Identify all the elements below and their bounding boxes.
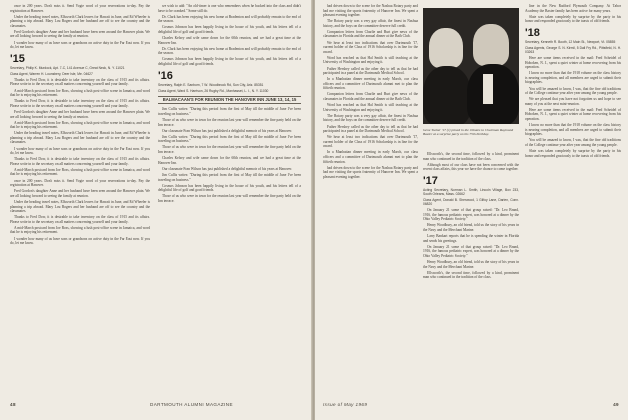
paragraph: I know no more than that the 1918 volume on the class history is nearing completion, and all members are urged to submit their biographies. <box>525 123 621 137</box>
paragraph: we wish to add: "An old-timer is one who remembers when he backed into the class and didn't have to be cranked." Some still do. <box>158 4 301 13</box>
paragraph: Slate was taken completely by surprise by the party in his honor and responded graciously to the toasts of old friends. <box>525 14 621 24</box>
paragraph: Father Hershey called us the other day to tell us that he had participated in a panel at the Dartmouth Medical School. <box>323 66 418 76</box>
paragraph: Thanks to Fred Dow, it is desirable to take inventory on the class of 1915 and its affairs. Please write in to the secretary on all matters concerning yourself and your family. <box>10 77 150 87</box>
paragraph: Father Hershey called us the other day to tell us that he had participated in a panel at the Dartmouth Medical School. <box>323 124 418 134</box>
paragraph: Word has reached us that Hal Smith is still teaching at the University of Washington and enjoying it. <box>323 55 418 65</box>
paragraph: Here are some items received in the mail: Fred Scheidel of Hoboken, N. J., spent a quiet winter at home recovering from his operation. <box>525 56 621 70</box>
person-left-face <box>429 28 463 68</box>
paragraph: once in 200 years. Don't miss it. Send Vogie word of your reservations to-day. Pay the registration at Hanover. <box>10 178 150 188</box>
paragraph: We hear at least two indications that over Dartmouth '17, current holder of the Class of 1916 Scholarship is in line for the award. <box>323 40 418 54</box>
paragraph: Jim Cullis writes: "During this period from the first of May till the middle of June I've been traveling on business." <box>158 134 301 144</box>
paragraph: I wonder how many of us have sons or grandsons on active duty in the Far East now. If you do, let me know. <box>10 40 150 50</box>
paragraph: Ellsworth's, the second time, followed by a kind, prominent man who continued in the tradition of the class. <box>423 270 519 280</box>
left-footer <box>10 402 302 412</box>
paragraph: A mid-March postcard from Joe Ross, showing a lush post-office scene in Jamaica, and word that he is enjoying his retirement. <box>10 225 150 235</box>
class-agent: Class Agents, George S. N. Kirmil, 5 Dall Fry Rd., Pittsfield, N. H. 03263 <box>525 45 621 54</box>
paragraph: Jim Cullis writes: "During this period from the first of May till the middle of June I've been traveling on business." <box>158 172 301 182</box>
person-left-suit <box>423 66 471 124</box>
right-column-1 <box>323 4 418 181</box>
paragraph: We hear at least two indications that over Dartmouth '17, current holder of the Class of 1916 Scholarship is in line for the award. <box>323 135 418 149</box>
class-agent: Class Agent, Warren H. Lounsbery, Deer Isle, Me. 04627 <box>10 71 93 76</box>
paragraph: A mid-March postcard from Joe Ross, showing a lush post-office scene in Jamaica, and word that he is enjoying his retirement. <box>10 120 150 130</box>
paragraph: Dr. Clark has been enjoying his new home at Bradenton and will probably remain to the end of the season. <box>158 14 301 24</box>
magazine-title: DARTMOUTH ALUMNI MAGAZINE <box>150 402 233 407</box>
paragraph: once in 200 years. Don't miss it. Send Vogie word of your reservations to-day. Pay the registration at Hanover. <box>10 4 150 13</box>
paragraph: We are pleased that you have not forgotten us and hope to see many of you at the next mini-reunion. <box>525 97 621 106</box>
class-secretary: Secretary, Ralph E. Sanborn, 7 W. Woodbrook Rd, Sun City, Ariz. 85351 <box>158 82 264 87</box>
issue-date: Issue of May 1969 <box>323 402 368 407</box>
paragraph: I wonder how many of us have sons or grandsons on active duty in the Far East now. If you do, let me know. <box>10 236 150 246</box>
paragraph: Under the heading travel notes, Ellsworth Clark leaves for Hawaii in June, and Ed Wheeler is planning a trip abroad. Mary Lou Rogers and her husband are off to see the country and the classmates. <box>10 131 150 145</box>
paragraph: Fred Gordon's daughter Anne and her husband have been seen around the Hanover plain. We are all looking forward to seeing the family at reunion. <box>10 189 150 198</box>
class-secretary: Acting Secretary, Norman L. Smith, Lincoln Village, Box 233, South Orleans, Mass. 02662 <box>423 187 519 196</box>
paragraph: Although most of our class have not been concerned with the recent class affairs, this year we have the chance to come together. <box>423 162 519 172</box>
paragraph: had driven down to the scene for the Nashua Rotary party and had me visiting the sports fraternity of Hanover Inn. We spent a pleasant evening together. <box>323 4 418 18</box>
class-year-heading: '18 <box>525 26 540 39</box>
class-year-heading: '17 <box>423 174 438 187</box>
photo-caption: Gene Tucker '17 (r) joined in the tributes to Chairman Raymond Baxter at a surprise party on his 75th birthday. <box>423 128 514 137</box>
right-column-2 <box>423 152 519 281</box>
paragraph: had driven down to the scene for the Nashua Rotary party and had me visiting the sports fraternity of Hanover Inn. We spent a pleasant evening together. <box>323 165 418 179</box>
paragraph: I wonder how many of us have sons or grandsons on active duty in the Far East now. If you do, let me know. <box>10 146 150 156</box>
paragraph: Here are some items received in the mail: Fred Scheidel of Hoboken, N. J., spent a quiet winter at home recovering from his operation. <box>525 107 621 121</box>
shirt-front <box>483 74 493 104</box>
paragraph: Companion letters from Charlie and Burt give news of the classmates in Florida and the annual dinner at the Bath Club. <box>323 92 418 101</box>
paragraph: In a Manhattan dinner meeting in early March, our class officers and a committee of Dartmouth alumni met to plan the fiftieth reunion. <box>323 77 418 91</box>
paragraph: Charles Kelsey and wife came down for the 60th reunion, and we had a great time at the Hanover Inn. <box>158 36 301 45</box>
paragraph: Word has reached us that Hal Smith is still teaching at the University of Washington and enjoying it. <box>323 103 418 112</box>
paragraph: Charles Kelsey and wife came down for the 60th reunion, and we had a great time at the Hanover Inn. <box>158 156 301 165</box>
paragraph: The Rotary party was a very gay affair, the finest in Nashua history, and the boys on the committee deserve full credit. <box>323 113 418 123</box>
left-column-1 <box>10 4 150 247</box>
paragraph: Henry Woodbury, an old friend, told us the story of his years in the Navy and the Merchant Marine. <box>423 260 519 269</box>
paragraph: Jim Cullis writes: "During this period from the first of May till the middle of June I've been traveling on business." <box>158 107 301 116</box>
paragraph: I know no more than that the 1918 volume on the class history is nearing completion, and all members are urged to submit their biographies. <box>525 71 621 85</box>
paragraph: Under the heading travel notes, Ellsworth Clark leaves for Hawaii in June, and Ed Wheeler is planning a trip abroad. Mary Lou Rogers and her husband are off to see the country and the classmates. <box>10 200 150 214</box>
paragraph: Those of us who were in town for the reunion last year will remember the fine party held on the Inn terrace. <box>158 117 301 127</box>
paragraph: A mid-March postcard from Joe Ross, showing a lush post-office scene in Jamaica, and word that he is enjoying his retirement. <box>10 167 150 177</box>
right-column-3 <box>525 4 621 160</box>
paragraph: You will be amazed to know, I was, that the fine old traditions of the College continue year after year among the young people. <box>525 86 621 96</box>
class-year-heading: '15 <box>10 52 25 65</box>
paragraph: Cosmos Johnson has been happily living in the house of his youth, and his letters tell of a delightful life of golf and good friends. <box>158 183 301 193</box>
paragraph: Cosmos Johnson has been happily living in the house of his youth, and his letters tell of a delightful life of golf and good friends. <box>158 25 301 34</box>
left-column-2 <box>158 4 301 205</box>
paragraph: Dr. Clark has been enjoying his new home at Bradenton and will probably remain to the end of the season. <box>158 46 301 56</box>
paragraph: Henry Woodbury, an old friend, told us the story of his years in the Navy and the Merchant Marine. <box>423 223 519 232</box>
page-number: 48 <box>10 402 16 407</box>
paragraph: Fred Gordon's daughter Anne and her husband have been seen around the Hanover plain. We are all looking forward to seeing the family at reunion. <box>10 29 150 39</box>
person-right-face <box>473 24 509 66</box>
reunion-banner: BALMACAAN'S FOR REUNION THE HANOVER INN JUNE 13, 14, 15 <box>158 96 301 105</box>
paragraph: Those of us who were in town for the reunion last year will remember the fine party held on the Inn terrace. <box>158 145 301 155</box>
class-secretary: Secretary, Philip K. Murdock, Apt. 7-C, 141 Avenue C, Great Neck, N. Y. 11021 <box>10 65 125 70</box>
left-page <box>0 0 313 420</box>
person-right-suit <box>467 64 519 124</box>
class-secretary: Secretary, Kenneth R. Booth, 12 Main St., Newport, Vt. 05855 <box>525 39 616 44</box>
paragraph: Under the heading travel notes, Ellsworth Clark leaves for Hawaii in June, and Ed Wheeler is planning a trip abroad. Mary Lou Rogers and her husband are off to see the country and the classmates. <box>10 14 150 28</box>
paragraph: Fred Gordon's daughter Anne and her husband have been seen around the Hanover plain. We are all looking forward to seeing the family at reunion. <box>10 109 150 119</box>
paragraph: Our classmate Fran Wilson has just published a delightful memoir of his years at Hanover. <box>162 166 293 171</box>
paragraph: Our classmate Fran Wilson has just published a delightful memoir of his years at Hanover. <box>162 128 293 133</box>
paragraph: On January 21 some of that group raised: "Dr. Leo Brand, 1916, the famous pediatric expert, was honored at a dinner by the Ohio Valley Pediatric Society." <box>423 244 519 258</box>
paragraph: Ellsworth's, the second time, followed by a kind, prominent man who continued in the tradition of the class. <box>423 152 519 161</box>
paragraph: On January 21 some of that group raised: "Dr. Leo Brand, 1916, the famous pediatric expert, was honored at a dinner by the Ohio Valley Pediatric Society." <box>423 208 519 222</box>
paragraph: Thanks to Fred Dow, it is desirable to take inventory on the class of 1915 and its affairs. Please write in to the secretary on all matters concerning yourself and your family. <box>10 215 150 224</box>
photo-birthday-party <box>423 8 519 124</box>
paragraph: In a Manhattan dinner meeting in early March, our class officers and a committee of Dartmouth alumni met to plan the fiftieth reunion. <box>323 150 418 164</box>
class-agent: Class Agent, Donald B. Sherwood, 1 Gilfoy Lane, Darien, Conn. 06820 <box>423 197 519 207</box>
right-footer <box>323 402 619 412</box>
paragraph: Thanks to Fred Dow, it is desirable to take inventory on the class of 1915 and its affairs. Please write in to the secretary on all matters concerning yourself and your family. <box>10 157 150 166</box>
paragraph: Slate was taken completely by surprise by the party in his honor and responded graciously to the toasts of old friends. <box>525 149 621 158</box>
paragraph: The Rotary party was a very gay affair, the finest in Nashua history, and the boys on the committee deserve full credit. <box>323 19 418 28</box>
paragraph: Cosmos Johnson has been happily living in the house of his youth, and his letters tell of a delightful life of golf and good friends. <box>158 57 301 66</box>
paragraph: line in the New Radford Plymouth Company. At Tabor Academy the Baxter family has been active for many years. <box>525 4 621 13</box>
paragraph: Those of us who were in town for the reunion last year will remember the fine party held on the Inn terrace. <box>158 194 301 203</box>
paragraph: Larry Bankart reports that he is spending the winter in Florida and sends his greetings. <box>423 234 519 243</box>
paragraph: Thanks to Fred Dow, it is desirable to take inventory on the class of 1915 and its affairs. Please write in to the secretary on all matters concerning yourself and your family. <box>10 99 150 108</box>
page-number: 49 <box>613 402 619 407</box>
right-page <box>315 0 628 420</box>
paragraph: A mid-March postcard from Joe Ross, showing a lush post-office scene in Jamaica, and word that he is enjoying his retirement. <box>10 88 150 98</box>
paragraph: Companion letters from Charlie and Burt give news of the classmates in Florida and the annual dinner at the Bath Club. <box>323 29 418 39</box>
paragraph: You will be amazed to know, I was, that the fine old traditions of the College continue year after year among the young people. <box>525 138 621 147</box>
class-agent: Class Agent, Ward S. Harrison, 26 Rugby Rd., Manhasset, L. I., N. Y. 11030 <box>158 88 269 93</box>
class-year-heading: '16 <box>158 69 173 82</box>
